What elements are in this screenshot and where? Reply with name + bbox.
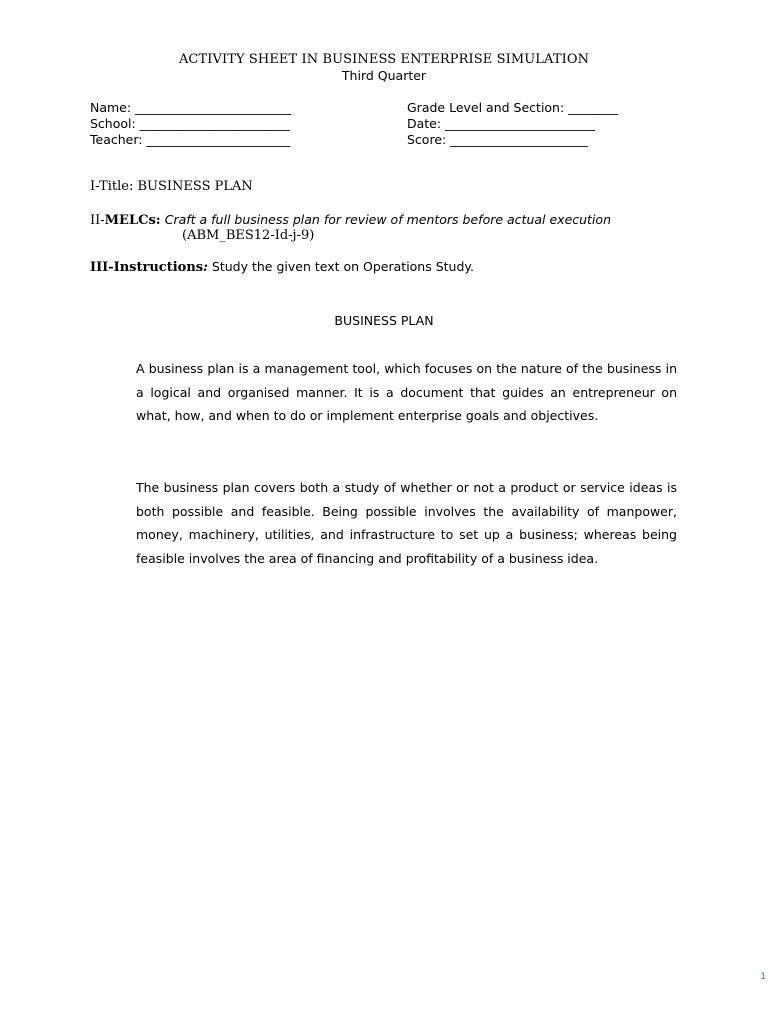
grade-section-field: Grade Level and Section: ________ — [407, 100, 619, 115]
school-field: School: ________________________ — [90, 116, 290, 131]
date-field: Date: ________________________ — [407, 116, 596, 131]
melcs-line — [90, 212, 611, 228]
melcs-prefix: II- — [90, 213, 105, 228]
instructions-colon: : — [203, 260, 208, 275]
melcs-text: Craft a full business plan for review of mentors before actual execution — [164, 212, 612, 227]
document-title: ACTIVITY SHEET IN BUSINESS ENTERPRISE SIMULATION — [178, 52, 590, 67]
page-number: 1 — [760, 972, 766, 982]
melcs-label: MELCs: — [104, 213, 161, 228]
section-title: I-Title: BUSINESS PLAN — [90, 179, 253, 194]
teacher-field: Teacher: _______________________ — [90, 132, 291, 147]
instructions-text: Study the given text on Operations Study. — [207, 259, 474, 274]
instructions-line — [90, 259, 474, 275]
paragraph-1: A business plan is a management tool, which focuses on the nature of the business in a logical and organised manner. It is a document that guides an entrepreneur on what, how, and when to do or implement enterprise goals and objectives. — [136, 361, 677, 424]
score-field: Score: ______________________ — [407, 132, 588, 147]
document-subtitle: Third Quarter — [341, 68, 427, 83]
body-heading: BUSINESS PLAN — [334, 313, 434, 328]
name-field: Name: _________________________ — [90, 100, 292, 115]
melcs-code: (ABM_BES12-Id-j-9) — [182, 228, 315, 243]
instructions-label: III-Instructions — [90, 260, 204, 275]
paragraph-2: The business plan covers both a study of whether or not a product or service ideas is both possible and feasible. Being possible involves the availability of manpower, money, machinery, utilities, and infrastructure to set up a business; whereas being feasible involves the area of financing and profitability of a business idea. — [136, 480, 677, 567]
